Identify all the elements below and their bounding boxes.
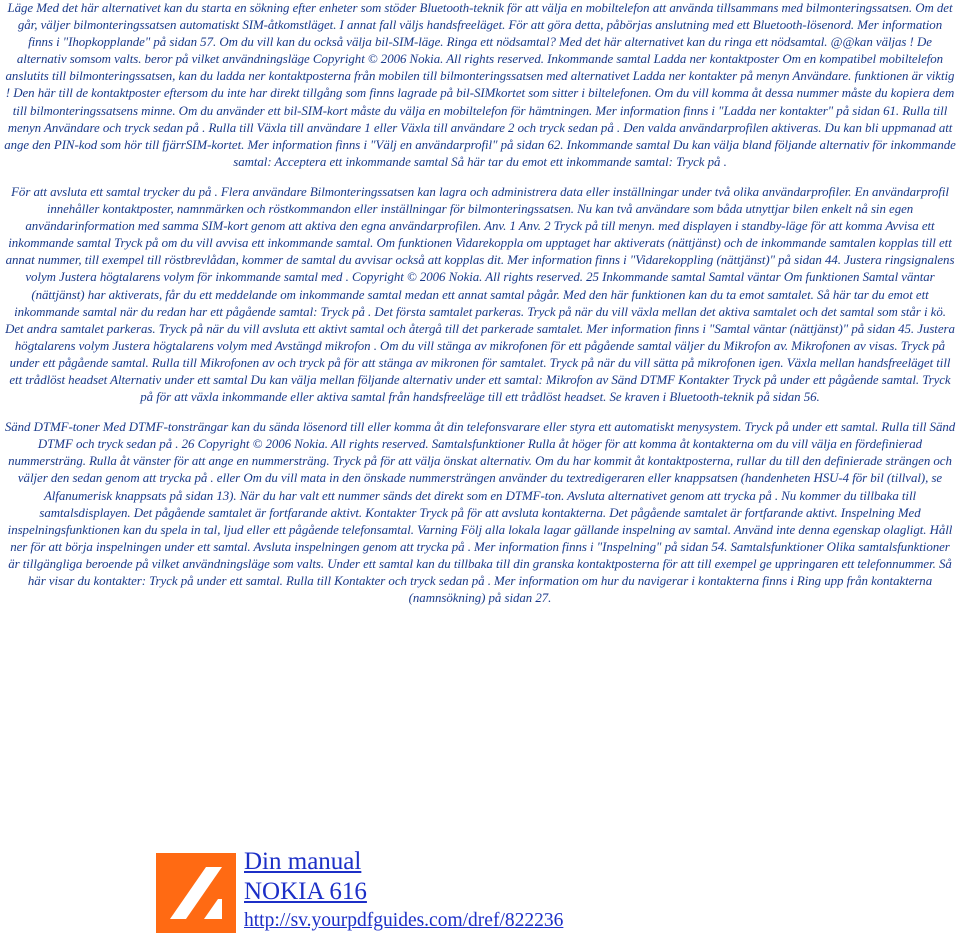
paragraph-gap — [4, 171, 956, 184]
manual-logo-icon — [156, 853, 236, 933]
paragraph-1: Läge Med det här alternativet kan du starta en sökning efter enheter som stöder Bluetooth-teknik för att välja en mobiltelefon att använda tillsammans med bilmonteringssatsen. Om det går, väljer bilmonteringssatsen automatiskt SIM-åtkomstläget. I annat fall väljs handsfreeläget. För att göra detta, påbörjas anslutning med ett Bluetooth-lösenord. Mer information finns i "Ihopkopplande" på sidan 57. Om du vill kan du också välja bil-SIM-läge. Ringa ett nödsamtal? Med det här alternativet kan du ringa ett nödsamtal. @@kan väljas ! De alternativ somsom valts. beror på vilket användningsläge Copyright © 2006 Nokia. All rights reserved. Inkommande samtal Ladda ner kontaktposter Om en kompatibel mobiltelefon anslutits till bilmonteringssatsen, kan du ladda ner kontaktposterna från mobilen till bilmonteringssatsen med alternativet Ladda ner kontakter på menyn Användare. funktionen är viktig ! Den här till de kontaktposter eftersom du inte har direkt tillgång som finns lagrade på bil-SIMkortet som sitter i biltelefonen. Om du vill komma åt dessa nummer måste du kopiera dem till bilmonteringssatsens minne. Om du använder ett bil-SIM-kort måste du välja en mobiltelefon för hämtningen. Mer information finns i "Ladda ner kontakter" på sidan 61. Rulla till menyn Användare och tryck sedan på . Rulla till Växla till användare 1 eller Växla till användare 2 och tryck sedan på . Den valda användarprofilen aktiveras. Du kan bli uppmanad att ange den PIN-kod som hör till fjärrSIM-kortet. Mer information finns i "Välj en användarprofil" på sidan 62. Inkommande samtal Du kan välja bland följande alternativ för inkommande samtal: Acceptera ett inkommande samtal Så här tar du emot ett inkommande samtal: Tryck på . — [4, 1, 956, 169]
paragraph-gap — [4, 406, 956, 419]
paragraph-2: För att avsluta ett samtal trycker du på . Flera användare Bilmonteringssatsen kan lagra och administrera data eller inställningar under två olika användarprofiler. En användarprofil innehåller kontaktposter, namnmärken och röstkommandon eller inställningar för bilmonteringssatsen. Nu kan två användare som båda utnyttjar bilen enkelt nå sin egen användarinformation med samma SIM-kort genom att aktiva den egna användarprofilen. Anv. 1 Anv. 2 Tryck på till menyn. med displayen i standby-läge för att komma Avvisa ett inkommande samtal Tryck på om du vill avvisa ett inkommande samtal. Om funktionen Vidarekoppla om upptaget har aktiverats (nättjänst) och de inkommande samtalen kopplas till ett annat nummer, till exempel till röstbrevlådan, kommer de samtal du avvisar också att kopplas dit. Mer information finns i "Vidarekoppling (nättjänst)" på sidan 44. Justera ringsignalens volym Justera högtalarens volym för inkommande samtal med . Copyright © 2006 Nokia. All rights reserved. 25 Inkommande samtal Samtal väntar Om funktionen Samtal väntar (nättjänst) har aktiverats, får du ett meddelande om inkommande samtal medan ett annat samtal pågår. Med den här funktionen kan du ta emot samtalet. Så här tar du emot ett inkommande samtal när du redan har ett pågående samtal: Tryck på . Det första samtalet parkeras. Tryck på när du vill växla mellan det aktiva samtalet och det samtal som står i kö. Det andra samtalet parkeras. Tryck på när du vill avsluta ett aktivt samtal och återgå till det parkerade samtalet. Mer information finns i "Samtal väntar (nättjänst)" på sidan 45. Justera högtalarens volym Justera högtalarens volym med Avstängd mikrofon . Om du vill stänga av mikrofonen för ett pågående samtal väljer du Mikrofon av. Mikrofonen av visas. Tryck på under ett pågående samtal. Rulla till Mikrofonen av och tryck på för att stänga av mikronen för samtalet. Tryck på när du vill sätta på mikrofonen igen. Växla mellan handsfreeläget till ett trådlöst headset Alternativ under ett samtal Du kan välja mellan följande alternativ under ett samtal: Mikrofon av Sänd DTMF Kontakter Tryck på under ett pågående samtal. Tryck på för att växla inkommande eller aktiva samtal från handsfreeläge till ett trådlöst headset. Se kraven i Bluetooth-teknik på sidan 56. — [5, 184, 955, 405]
body-text — [4, 0, 956, 607]
manual-links — [244, 847, 563, 935]
manual-url-link[interactable]: http://sv.yourpdfguides.com/dref/822236 — [244, 910, 564, 931]
product-link[interactable]: NOKIA 616 — [244, 878, 367, 905]
paragraph-3: Sänd DTMF-toner Med DTMF-tonsträngar kan du sända lösenord till eller komma åt din telefonsvarare eller styra ett automatiskt menysystem. Tryck på under ett samtal. Rulla till Sänd DTMF och tryck sedan på . 26 Copyright © 2006 Nokia. All rights reserved. Samtalsfunktioner Rulla åt höger för att komma åt kontakterna om du vill välja en fördefinierad nummersträng. Rulla åt vänster för att ange en nummersträng. Tryck på för att välja önskat alternativ. Om du har kommit åt kontaktposterna, rullar du till den definierade strängen och väljer den sedan genom att trycka på . eller Om du vill mata in den önskade nummersträngen använder du textredigeraren eller knappsatsen (handenheten HSU-4 för bil (tillval), se Alfanumerisk knappsats på sidan 13). När du har valt ett nummer sänds det direkt som en DTMF-ton. Avsluta alternativet genom att trycka på . Nu kommer du tillbaka till samtalsdisplayen. Det pågående samtalet är fortfarande aktivt. Kontakter Tryck på för att avsluta kontakterna. Det pågående samtalet är fortfarande aktivt. Inspelning Med inspelningsfunktionen kan du spela in tal, ljud eller ett pågående telefonsamtal. Varning Följ alla lokala lagar gällande inspelning av samtal. Använd inte denna egenskap olagligt. Håll ner för att börja inspelningen under ett samtal. Avsluta inspelningen genom att trycka på . Mer information finns i "Inspelning" på sidan 54. Samtalsfunktioner Olika samtalsfunktioner är tillgängliga beroende på vilket användningsläge som valts. Under ett samtal kan du tillbaka till din granska kontaktposterna för att till exempel ge uppringaren ett telefonnummer. Så här visar du kontakter: Tryck på under ett samtal. Rulla till Kontakter och tryck sedan på . Mer information om hur du navigerar i kontakterna finns i Ring upp från kontakterna (namnsökning) på sidan 27. — [4, 420, 956, 606]
din-manual-link[interactable]: Din manual — [244, 848, 362, 875]
